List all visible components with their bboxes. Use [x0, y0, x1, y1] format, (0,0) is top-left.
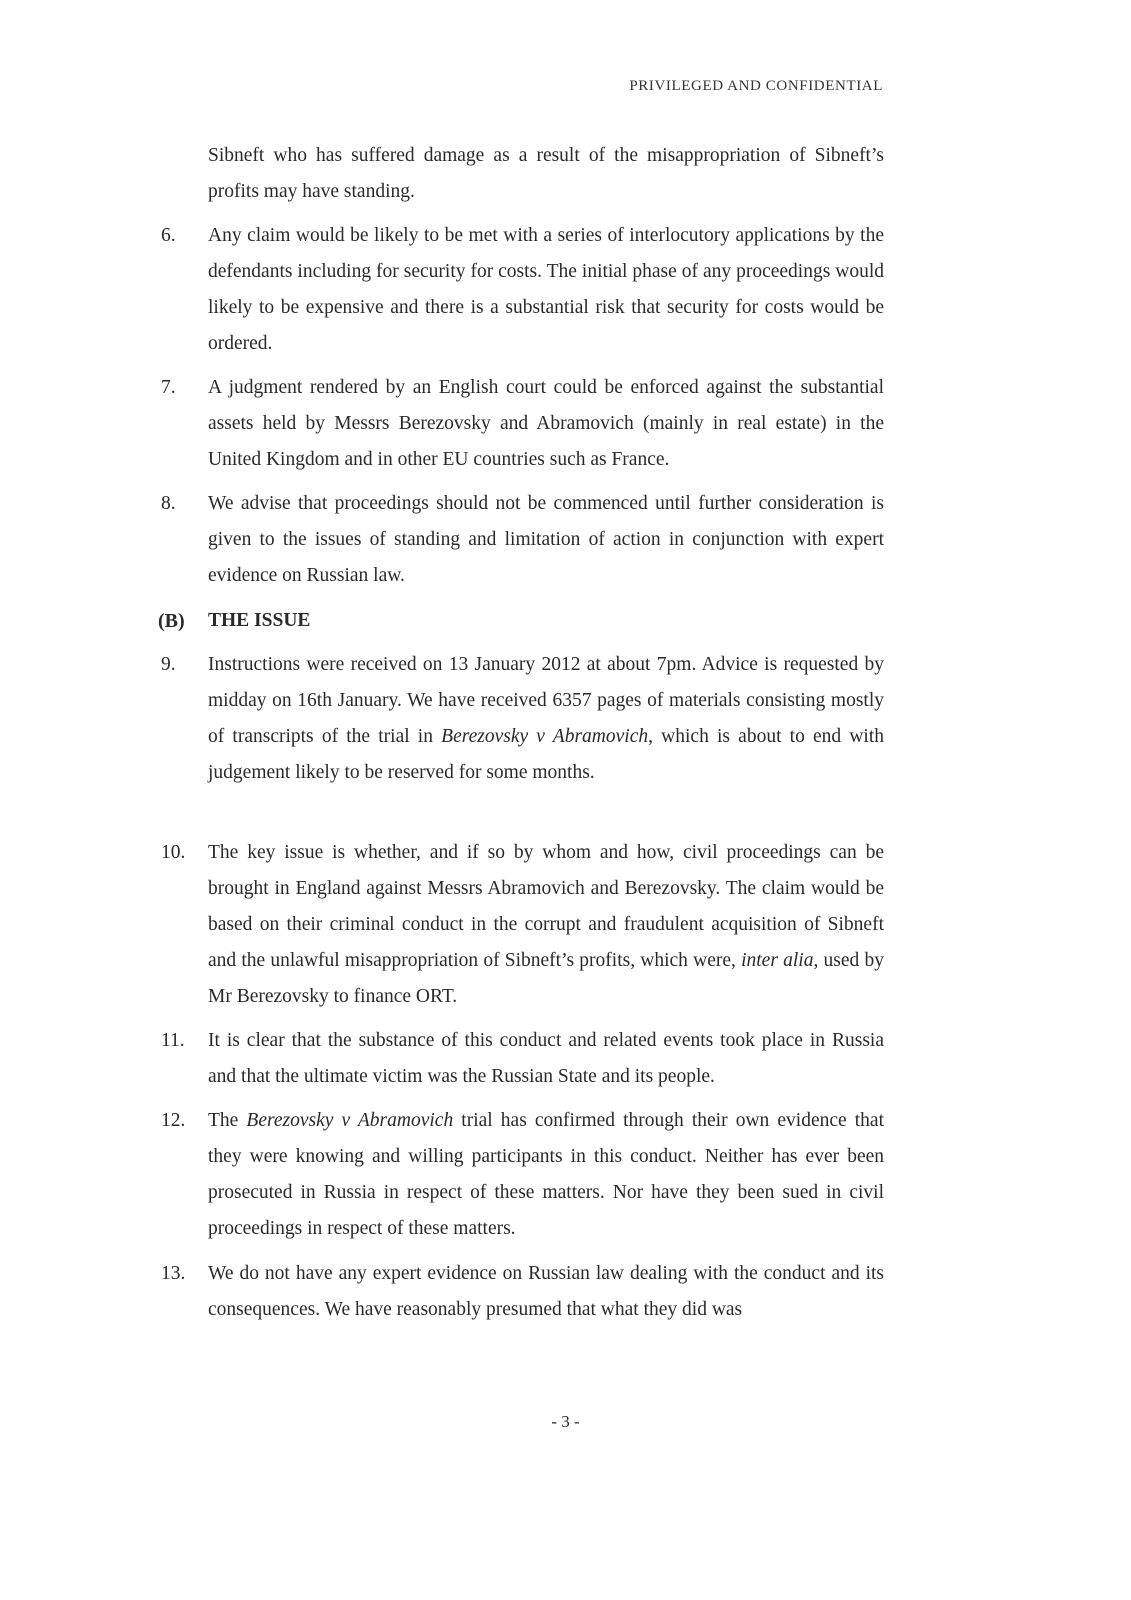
paragraph-6	[208, 218, 884, 362]
paragraph-number: 11.	[161, 1030, 185, 1051]
paragraph-11	[208, 1023, 884, 1095]
paragraph-number: 6.	[161, 225, 176, 246]
text-segment: A judgment rendered by an English court could be enforced against the substantial assets held by Messrs Berezovsky and Abramovich (mainly in real estate) in the United Kingdom and in other EU countries such as France.	[208, 377, 884, 470]
text-segment: We do not have any expert evidence on Russian law dealing with the conduct and its consequences. We have reasonably presumed that what they did was	[208, 1263, 884, 1320]
text-segment: , which is about to end with judgement likely to be reserved for some months.	[208, 726, 885, 783]
text-segment: The	[208, 1110, 247, 1131]
confidentiality-header: PRIVILEGED AND CONFIDENTIAL	[629, 78, 883, 94]
paragraph-number: 12.	[161, 1110, 186, 1131]
latin-phrase: inter alia	[741, 950, 814, 971]
paragraph-continuation	[208, 138, 884, 210]
paragraph-number: 8.	[161, 493, 176, 514]
paragraph-number: 9.	[161, 654, 176, 675]
paragraph-13	[208, 1256, 884, 1328]
paragraph-number: 13.	[161, 1263, 186, 1284]
text-segment: , used by Mr Berezovsky to finance ORT.	[208, 950, 884, 1007]
text-segment: Any claim would be likely to be met with a series of interlocutory applications by the defendants including for security for costs. The initial phase of any proceedings would likely to be expensive and there is a substantial risk that security for costs would be ordered.	[208, 225, 884, 354]
paragraph-12	[208, 1103, 884, 1247]
text-segment: It is clear that the substance of this conduct and related events took place in Russia and that the ultimate victim was the Russian State and its people.	[208, 1030, 884, 1087]
page-number: - 3 -	[551, 1412, 580, 1431]
case-name: Berezovsky v Abramovich	[246, 1110, 454, 1131]
paragraph-8	[208, 486, 884, 594]
text-segment: trial has confirmed through their own evidence that they were knowing and willing participants in this conduct. Neither has ever been prosecuted in Russia in respect of these matters. Nor have they been sued in civil proceedings in respect of these matters.	[208, 1110, 884, 1239]
paragraph-number: 7.	[161, 377, 176, 398]
paragraph-10	[208, 835, 884, 1015]
text-segment: Instructions were received on 13 January 2012 at about 7pm. Advice is requested by midday on 16th January. We have received 6357 pages of materials consisting mostly of transcripts of the trial in	[208, 654, 884, 747]
case-name: Berezovsky v Abramovich	[441, 726, 649, 747]
paragraph-7	[208, 370, 884, 478]
text-segment: We advise that proceedings should not be commenced until further consideration is given to the issues of standing and limitation of action in conjunction with expert evidence on Russian law.	[208, 493, 884, 586]
section-letter: (B)	[158, 610, 185, 632]
section-title: THE ISSUE	[208, 610, 311, 631]
paragraph-9	[208, 647, 884, 791]
text-segment: The key issue is whether, and if so by whom and how, civil proceedings can be brought in England against Messrs Abramovich and Berezovsky. The claim would be based on their criminal conduct in the corrupt and fraudulent acquisition of Sibneft and the unlawful misappropriation of Sibneft’s profits, which were,	[208, 842, 884, 971]
text-segment: Sibneft who has suffered damage as a result of the misappropriation of Sibneft’s profits may have standing.	[208, 145, 884, 202]
paragraph-number: 10.	[161, 842, 186, 863]
